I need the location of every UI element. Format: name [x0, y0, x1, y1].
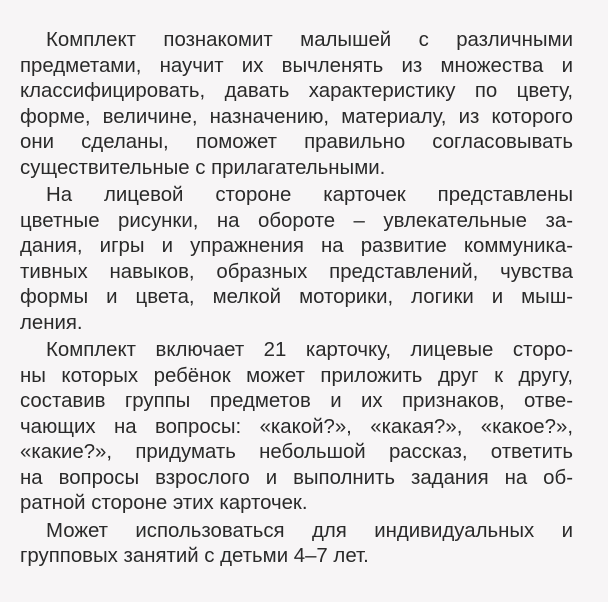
text-line: классифицировать, давать характеристику по цвету, — [20, 80, 573, 102]
text-line: «какие?», придумать небольшой рассказ, ответить — [20, 441, 573, 463]
text-line: дания, игры и упражнения на развитие коммуника- — [20, 235, 573, 257]
text-line: На лицевой стороне карточек представлены — [46, 184, 573, 206]
text-line: формы и цвета, мелкой моторики, логики и мыш- — [20, 286, 573, 308]
text-line: чающих на вопросы: «какой?», «какая?», «какое?», — [20, 415, 573, 438]
text-line: ления. — [20, 311, 83, 334]
text-line: Комплект включает 21 карточку, лицевые сторо- — [46, 339, 573, 361]
text-line: ратной стороне этих карточек. — [20, 492, 308, 514]
text-line: тивных навыков, образных представлений, чувства — [20, 260, 573, 283]
text-line: существительные с прилагательными. — [20, 156, 386, 179]
description-text — [20, 28, 573, 572]
text-line: на вопросы взрослого и выполнить задания на об- — [20, 466, 573, 489]
text-line: цветные рисунки, на обороте – увлекательные за- — [20, 209, 573, 232]
paragraph-3 — [20, 338, 573, 517]
text-line: форме, величине, назначению, материалу, из которого — [20, 105, 573, 128]
paragraph-2 — [20, 183, 573, 336]
text-line: групповых занятий с детьми 4–7 лет. — [20, 545, 369, 567]
text-line: они сделаны, поможет правильно согласовывать — [20, 131, 573, 153]
text-line: составив группы предметов и их признаков, отве- — [20, 390, 573, 412]
text-line: предметами, научит их вычленять из множества и — [20, 54, 573, 77]
text-line: Комплект познакомит малышей с различными — [46, 29, 573, 51]
paragraph-1 — [20, 28, 573, 181]
paragraph-4 — [20, 519, 573, 570]
text-line: Может использоваться для индивидуальных и — [46, 519, 573, 542]
text-line: ны которых ребёнок может приложить друг к другу, — [20, 364, 573, 387]
